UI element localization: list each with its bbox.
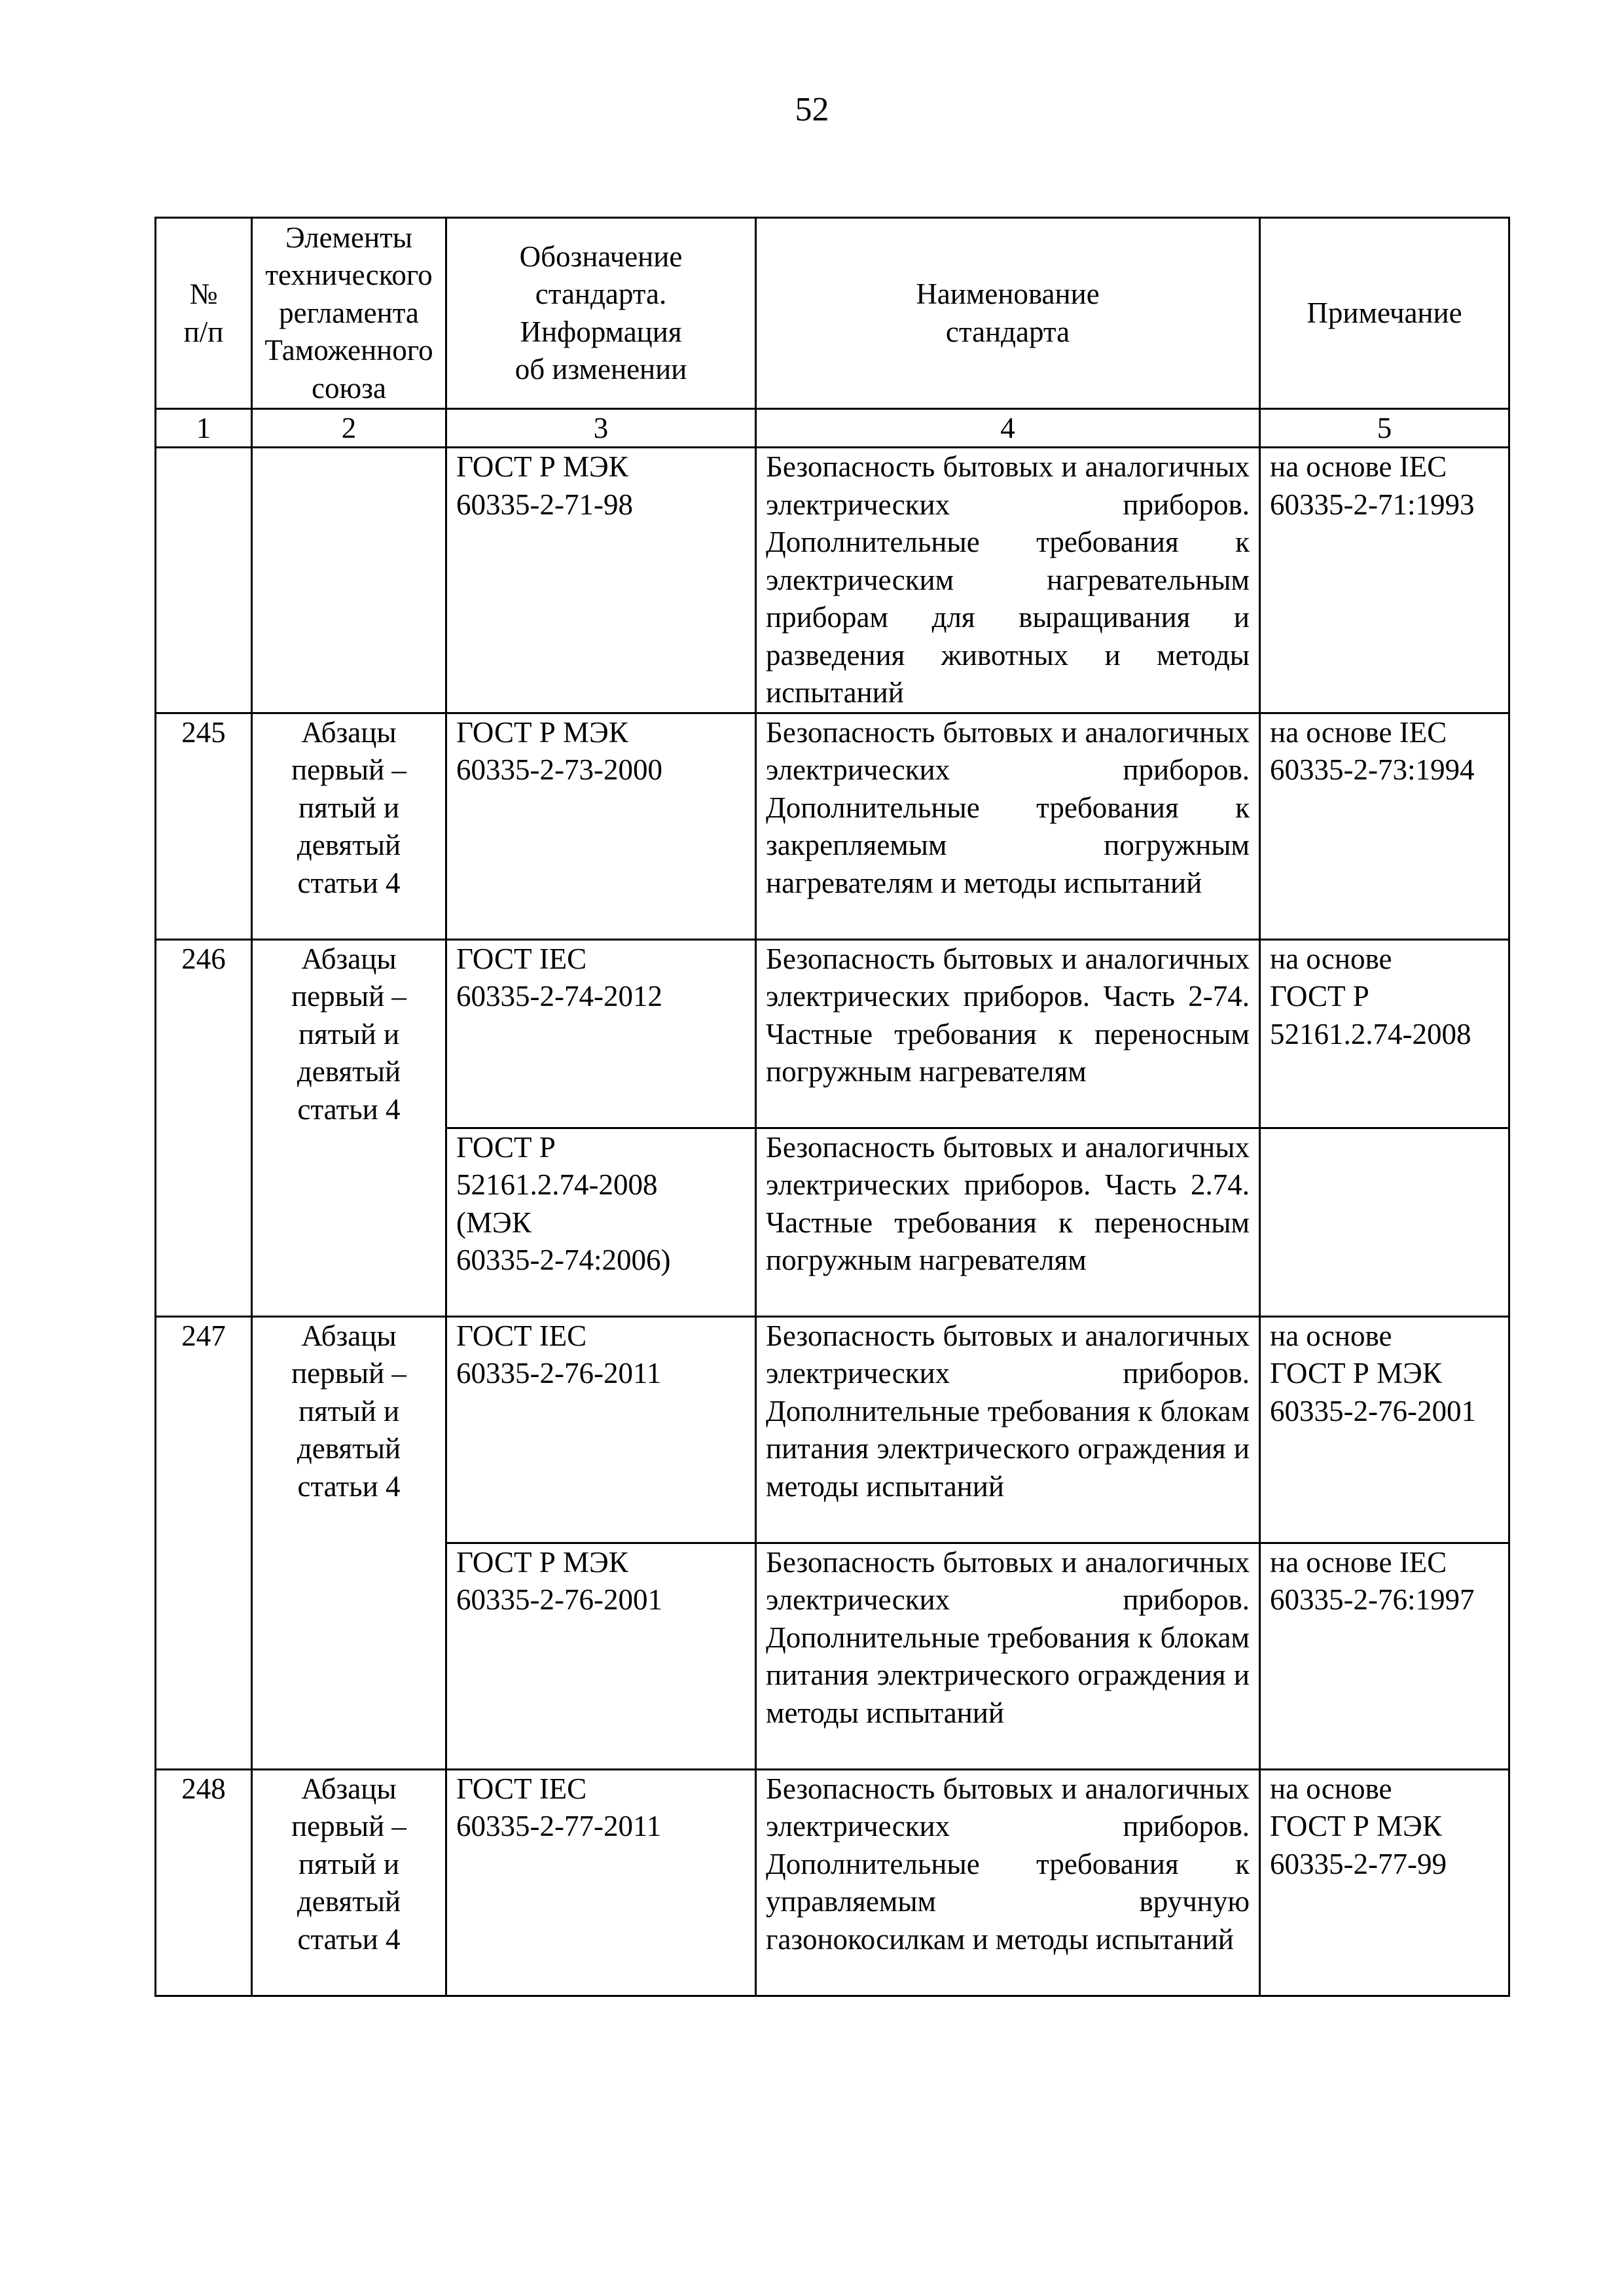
row-note: на основе ГОСТ Р МЭК 60335-2-76-2001: [1260, 1316, 1509, 1543]
row-note: [1260, 1128, 1509, 1316]
header-number: № п/п: [156, 218, 252, 409]
header-name: Наименование стандарта: [756, 218, 1260, 409]
row-number: [156, 448, 252, 713]
row-number: 246: [156, 939, 252, 1316]
row-elements: Абзацы первый – пятый и девятый статьи 4: [252, 1769, 446, 1996]
row-designation: ГОСТ IEC 60335-2-74-2012: [446, 939, 756, 1128]
table-row: [156, 448, 1509, 713]
column-number: 4: [756, 409, 1260, 448]
column-number: 5: [1260, 409, 1509, 448]
row-number: 245: [156, 713, 252, 939]
table-row: [156, 713, 1509, 939]
row-note: на основе IEC 60335-2-71:1993: [1260, 448, 1509, 713]
row-standard-name: Безопасность бытовых и аналогичных электрических приборов. Дополнительные требования к электрическим нагревательным приборам для выращивания и разведения животных и методы испытаний: [756, 448, 1260, 713]
row-standard-name: Безопасность бытовых и аналогичных электрических приборов. Дополнительные требования к блокам питания электрического ограждения и методы испытаний: [756, 1543, 1260, 1769]
row-standard-name: Безопасность бытовых и аналогичных электрических приборов. Часть 2-74. Частные требования к переносным погружным нагревателям: [756, 939, 1260, 1128]
header-designation: Обозначение стандарта. Информация об изменении: [446, 218, 756, 409]
row-designation: ГОСТ IEC 60335-2-76-2011: [446, 1316, 756, 1543]
row-elements: Абзацы первый – пятый и девятый статьи 4: [252, 939, 446, 1316]
row-note: на основе IEC 60335-2-73:1994: [1260, 713, 1509, 939]
row-number: 247: [156, 1316, 252, 1769]
row-note: на основе ГОСТ Р МЭК 60335-2-77-99: [1260, 1769, 1509, 1996]
table-row: [156, 1769, 1509, 1996]
column-number: 1: [156, 409, 252, 448]
row-standard-name: Безопасность бытовых и аналогичных электрических приборов. Часть 2.74. Частные требования к переносным погружным нагревателям: [756, 1128, 1260, 1316]
page-number: 52: [795, 91, 829, 128]
row-note: на основе ГОСТ Р 52161.2.74-2008: [1260, 939, 1509, 1128]
row-standard-name: Безопасность бытовых и аналогичных электрических приборов. Дополнительные требования к управляемым вручную газонокосилкам и методы испытаний: [756, 1769, 1260, 1996]
column-numbers-row: [156, 409, 1509, 448]
row-designation: ГОСТ IEC 60335-2-77-2011: [446, 1769, 756, 1996]
row-elements: [252, 448, 446, 713]
standards-table: [154, 217, 1510, 1997]
header-elements: Элементы технического регламента Таможенного союза: [252, 218, 446, 409]
row-designation: ГОСТ Р 52161.2.74-2008 (МЭК 60335-2-74:2006): [446, 1128, 756, 1316]
header-note: Примечание: [1260, 218, 1509, 409]
column-number: 3: [446, 409, 756, 448]
row-standard-name: Безопасность бытовых и аналогичных электрических приборов. Дополнительные требования к закрепляемым погружным нагревателям и методы испытаний: [756, 713, 1260, 939]
row-elements: Абзацы первый – пятый и девятый статьи 4: [252, 1316, 446, 1769]
row-number: 248: [156, 1769, 252, 1996]
row-designation: ГОСТ Р МЭК 60335-2-73-2000: [446, 713, 756, 939]
table-row: [156, 939, 1509, 1128]
row-elements: Абзацы первый – пятый и девятый статьи 4: [252, 713, 446, 939]
table-header-row: [156, 218, 1509, 409]
row-note: на основе IEC 60335-2-76:1997: [1260, 1543, 1509, 1769]
column-number: 2: [252, 409, 446, 448]
row-designation: ГОСТ Р МЭК 60335-2-76-2001: [446, 1543, 756, 1769]
table-row: [156, 1316, 1509, 1543]
row-standard-name: Безопасность бытовых и аналогичных электрических приборов. Дополнительные требования к блокам питания электрического ограждения и методы испытаний: [756, 1316, 1260, 1543]
row-designation: ГОСТ Р МЭК 60335-2-71-98: [446, 448, 756, 713]
